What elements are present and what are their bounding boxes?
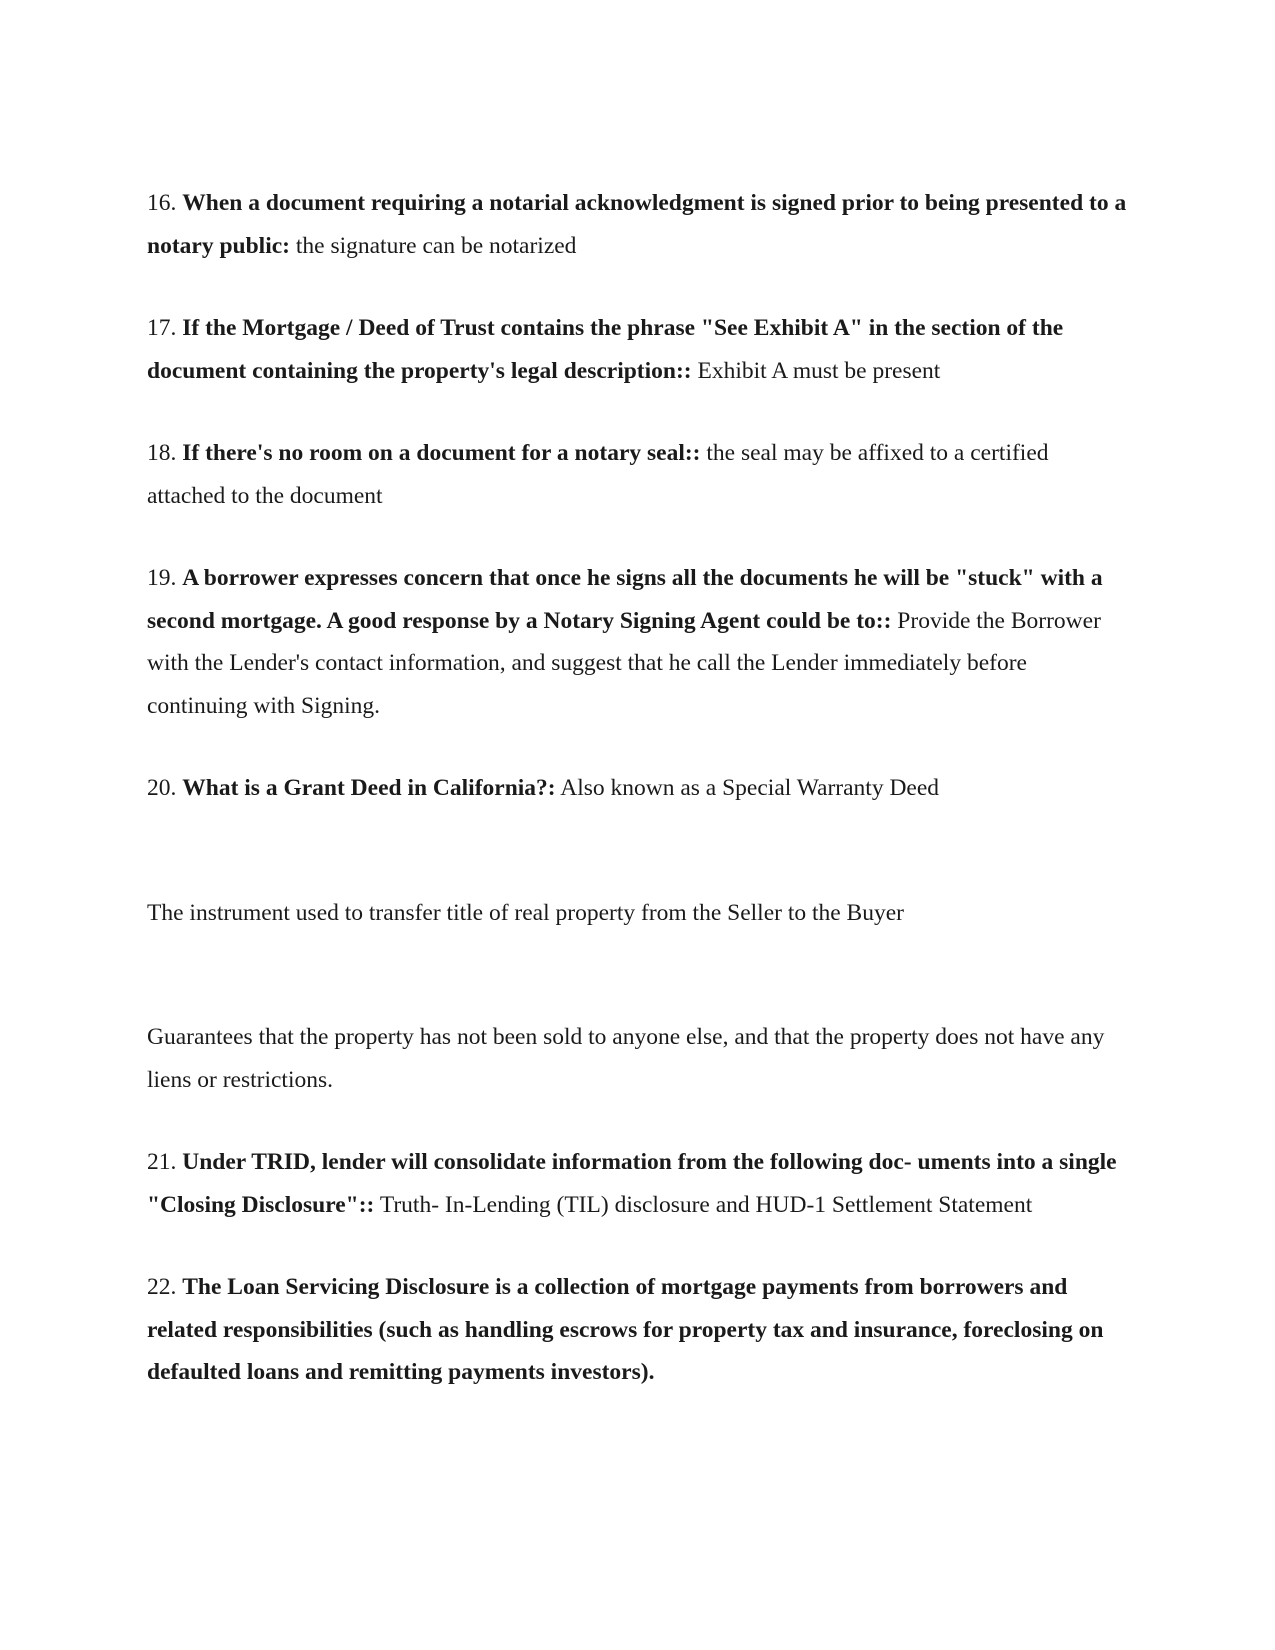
paragraph-gap xyxy=(147,934,1127,1016)
question-entry-21 xyxy=(147,1141,1127,1226)
question-entry-16 xyxy=(147,182,1127,267)
answer-extra-paragraph: The instrument used to transfer title of real property from the Seller to the Buyer xyxy=(147,899,904,926)
entry-number: 19. xyxy=(147,565,177,591)
answer-extra-paragraph: Guarantees that the property has not been sold to anyone else, and that the property does not have any liens or restrictions. xyxy=(147,1024,1105,1093)
question-text: If the Mortgage / Deed of Trust contains the phrase "See Exhibit A" in the section of the document containing the property's legal description:: xyxy=(147,315,1064,384)
answer-text: Truth- In-Lending (TIL) disclosure and HUD-1 Settlement Statement xyxy=(379,1191,1033,1218)
answer-text: the seal may be affixed to a certified attached to the document xyxy=(147,440,1049,509)
paragraph-gap xyxy=(147,1101,1127,1141)
entry-number: 21. xyxy=(147,1149,177,1175)
question-text: When a document requiring a notarial acknowledgment is signed prior to being presented to a notary public: xyxy=(147,190,1127,259)
answer-text: Provide the Borrower with the Lender's contact information, and suggest that he call the Lender immediately before continuing with Signing. xyxy=(147,607,1101,719)
entry-number: 17. xyxy=(147,315,177,341)
question-text: Under TRID, lender will consolidate information from the following doc- uments into a single "Closing Disclosure":: xyxy=(147,1149,1117,1218)
question-text: The Loan Servicing Disclosure is a collection of mortgage payments from borrowers and related responsibilities (such as handling escrows for property tax and insurance, foreclosing on defaulted loans and remitting payments investors). xyxy=(147,1274,1104,1385)
question-entry-19 xyxy=(147,557,1127,727)
answer-text: Exhibit A must be present xyxy=(697,357,941,384)
question-entry-22 xyxy=(147,1266,1127,1394)
entry-number: 16. xyxy=(147,190,177,216)
question-text: If there's no room on a document for a notary seal:: xyxy=(182,440,701,466)
question-text: A borrower expresses concern that once he signs all the documents he will be "stuck" with a second mortgage. A good response by a Notary Signing Agent could be to:: xyxy=(147,565,1103,634)
question-entry-20 xyxy=(147,767,1127,810)
answer-text: Also known as a Special Warranty Deed xyxy=(560,775,940,801)
document-page xyxy=(147,182,1127,1434)
answer-text: the signature can be notarized xyxy=(295,232,577,259)
paragraph-gap xyxy=(147,810,1127,892)
entry-number: 22. xyxy=(147,1274,177,1300)
question-entry-18 xyxy=(147,432,1127,517)
entry-number: 18. xyxy=(147,440,177,466)
entry-number: 20. xyxy=(147,775,177,801)
question-text: What is a Grant Deed in California?: xyxy=(182,775,556,801)
question-entry-17 xyxy=(147,307,1127,392)
